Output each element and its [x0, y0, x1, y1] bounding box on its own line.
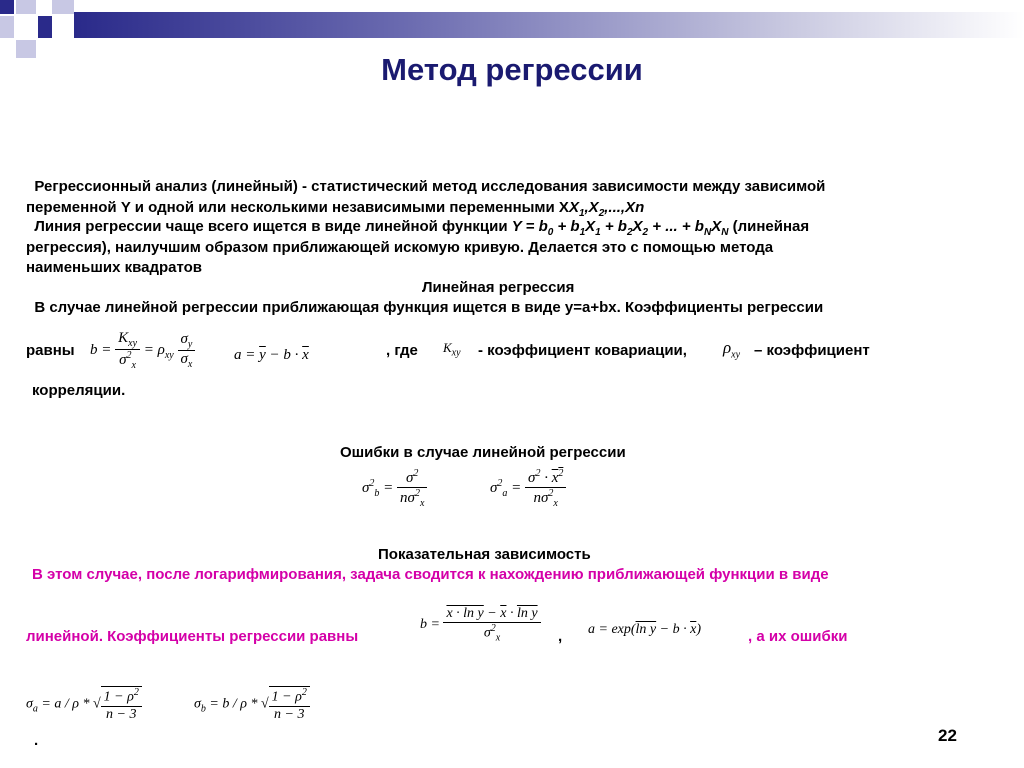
linear-heading: Линейная регрессия: [422, 279, 575, 296]
errors-heading: Ошибки в случае линейной регрессии: [340, 444, 626, 461]
deco-square: [0, 16, 14, 38]
kxy-symbol: $K_{xy}$: [443, 340, 461, 359]
kovar-label: - коэффициент ковариации,: [478, 342, 687, 359]
intro-line-2: переменной Y и одной или несколькими независимыми переменными $XX_1,X_2,...,Xn$: [26, 199, 645, 219]
formula-sigma-a-exp: $\sigma_a = a / \rho$ * √ $\frac{1 - \rho^2}{n - 3}$: [26, 686, 142, 723]
deco-square: [0, 0, 14, 14]
header-gradient-bar: [74, 12, 1024, 38]
exp-line-1: В этом случае, после логарифмирования, задача сводится к нахождению приближающей функции в виде: [32, 566, 829, 583]
formula-sigma-b: $\sigma^2_b$ = $\frac{\sigma^2}{n\sigma^2_x}$: [362, 468, 427, 509]
intro-line-3: Линия регрессии чаще всего ищется в виде линейной функции $Y = b_0 + b_1X_1 + b_2X_2$ + ... + $b_NX_N$ (линейная: [34, 218, 810, 238]
intro-line-1: Регрессионный анализ (линейный) - статистический метод исследования зависимости между зависимой: [34, 178, 826, 195]
exp-line-2: линейной. Коэффициенты регрессии равны: [26, 628, 359, 645]
deco-square: [38, 16, 52, 38]
koef-label: – коэффициент: [754, 342, 870, 359]
page-number: 22: [938, 726, 957, 745]
intro-line-4: регрессия), наилучшим образом приближающей искомую кривую. Делается это с помощью метода: [26, 239, 774, 256]
corr-label: корреляции.: [32, 382, 126, 399]
slide-title: Метод регрессии: [381, 52, 643, 87]
errors-tail: , а их ошибки: [748, 628, 848, 645]
deco-square: [16, 0, 36, 14]
formula-sigma-b-exp: $\sigma_b = b / \rho$ * √ $\frac{1 - \rho^2}{n - 3}$: [194, 686, 310, 723]
ravny-label: равны: [26, 342, 75, 359]
deco-square: [52, 0, 74, 14]
exp-heading: Показательная зависимость: [378, 546, 591, 563]
trailing-dot: .: [34, 732, 39, 749]
formula-a-exp: a = exp(ln $y - b \cdot \overline{x}$): [588, 622, 701, 637]
gde-label: , где: [386, 342, 418, 359]
formula-sigma-a: $\sigma^2_a$ = $\frac{\sigma^2 \cdot x^2}{n\sigma^2_x}$: [490, 468, 566, 509]
formula-b-exp: b = $\frac{x \cdot \ln y - \overline{x} \cdot \ln y}{\sigma^2_x}$: [420, 606, 541, 643]
formula-a: $a = \overline{y} - b \cdot \overline{x}$: [234, 347, 309, 363]
rho-symbol: $\rho_{xy}$: [723, 338, 741, 361]
formula-b: b = $\frac{K_{xy}}{\sigma^2_x}$ = $\rho_{xy}$ $\frac{\sigma_y}{\sigma_x}$: [90, 330, 195, 371]
intro-line-5: наименьших квадратов: [26, 259, 203, 276]
linear-text: В случае линейной регрессии приближающая функция ищется в виде y=a+bx. Коэффициенты регрессии: [34, 299, 824, 316]
comma-separator: ,: [558, 628, 563, 645]
